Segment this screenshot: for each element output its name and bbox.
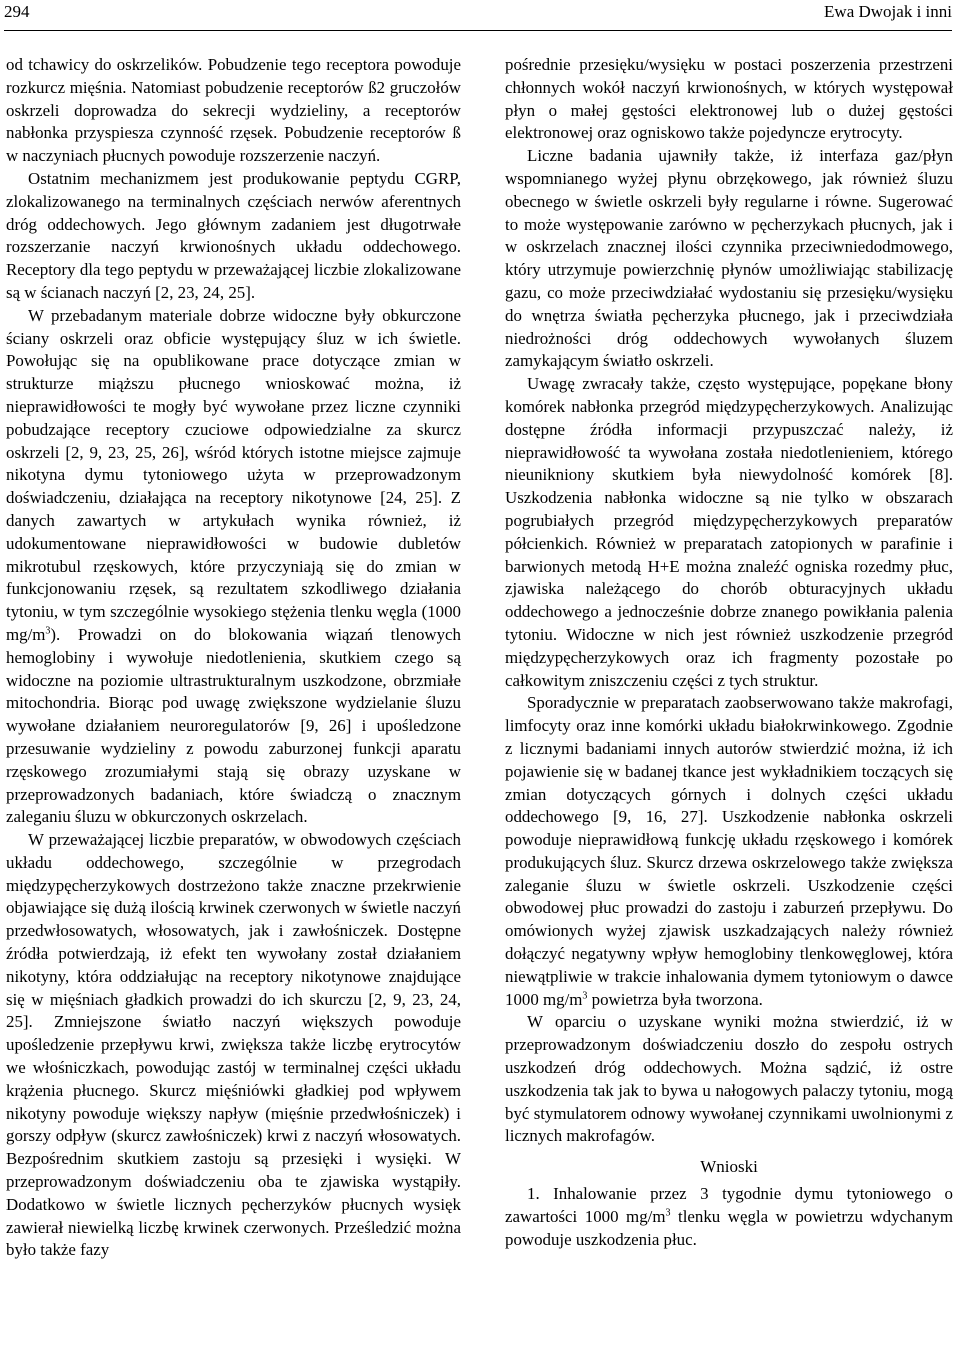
paragraph: od tchawicy do oskrzelików. Pobudzenie tego receptora powoduje rozkurcz mięśnia. Natomiast pobudzenie receptorów ß2 gruczołów oskrzeli doprowadza do sekrecji wydzieliny, a receptorów nabłonka przyspiesza czynność rzęsek. Pobudzenie receptorów ß w naczyniach płucnych powoduje rozszerzenie naczyń.: [6, 55, 461, 166]
paragraph-text: W przebadanym materiale dobrze widoczne były obkurczone ściany oskrzeli oraz obficie występujący śluz w ich świetle. Powołując się na opublikowane prace dotyczące zmian w strukturze miąższu płucnego wnioskować można, iż nieprawidłowości te mogły być wywołane przez liczne czynniki pobudzające receptory czuciowe odpowiedzialne za skurcz oskrzeli [2, 9, 23, 25, 26], wśród których istotne miejsce zajmuje nikotyna dymu tytoniowego użyta w przeprowadzonym doświadczeniu, działająca na receptory nikotynowe [24, 25]. Z danych zawartych w artykułach wynika również, iż udokumentowane nieprawidłowości w budowie dubletów mikrotubul rzęskowych, które przyczyniają się do zmian w funkcjonowaniu rzęsek, są rezultatem szkodliwego działania tytoniu, w tym szczególnie wysokiego stężenia tlenku węgla (1000 mg/m: [6, 305, 461, 644]
paragraph: W oparciu o uzyskane wyniki można stwierdzić, iż w przeprowadzonym doświadczeniu doszło do zespołu ostrych uszkodzeń dróg oddechowych. Można sądzić, iż ostre uszkodzenia tak jak to bywa u nałogowych palaczy tytoniu, mogą być stymulatorem odnowy wywołanej czynnikami uwolnionymi z licznych makrofagów.: [505, 1012, 953, 1146]
paragraph: W przeważającej liczbie preparatów, w obwodowych częściach układu oddechowego, szczególnie w przegrodach międzypęcherzykowych dostrzeżono także znaczne przekrwienie objawiające się dużą ilością krwinek czerwonych w świetle naczyń przedwłosowatych, włosowatych, jak i zawłośniczek. Dostępne źródła potwierdzają, iż efekt ten wywołany został działaniem nikotyny, która oddziałując na receptory nikotynowe znajdujące się w mięśniach gładkich prowadzi do ich skurczu [2, 9, 23, 24, 25]. Zmniejszone światło naczyń większych powoduje upośledzenie przepływu krwi, zwiększa także liczbę erytrocytów we włośniczkach, powodując zastój w terminalnej części układu krążenia płucnego. Skurcz mięśniówki gładkiej pod wpływem nikotyny powoduje większy napływ (mięśnie przedwłośniczek) i gorszy odpływ (skurcz zawłośniczek) krwi z naczyń włosowatych. Bezpośrednim skutkiem zastoju są przesięki i wysięki. W przeprowadzonym doświadczeniu oba te zjawiska wystąpiły. Dodatkowo w świetle licznych pęcherzyków płucnych wysięk zawierał niewielką liczbę krwinek czerwonych. Prześledzić można było także fazy: [6, 830, 461, 1260]
superscript: 3: [665, 1207, 671, 1219]
paragraph: Ostatnim mechanizmem jest produkowanie peptydu CGRP, zlokalizowanego na terminalnych częściach nerwów aferentnych dróg oddechowych. Jego głównym zadaniem jest długotrwałe rozszerzanie naczyń krwionośnych układu oddechowego. Receptory dla tego peptydu w przeważającej liczbie zlokalizowane są w ścianach naczyń [2, 23, 24, 25].: [6, 168, 461, 302]
paragraph: [505, 692, 953, 1011]
paragraph: [6, 305, 461, 829]
paragraph-text: Sporadycznie w preparatach zaobserwowano także makrofagi, limfocyty oraz inne komórki układu białokrwinkowego. Zgodnie z licznymi badaniami innych autorów stwierdzić można, iż ich pojawienie się w badanej tkance jest wykładnikiem toczących się zmian dotyczących górnych i dolnych części układu oddechowego [9, 16, 27]. Uszkodzenie nabłonka oskrzeli powoduje nieprawidłową funkcję układu rzęskowego i komórek produkujących śluz. Skurcz drzewa oskrzelowego także zwiększa zaleganie śluzu w świetle oskrzeli. Uszkodzenie części obwodowej płuc prowadzi do zastoju i zaburzeń przepływu. Do omówionych wyżej zjawisk uszkadzających należy również dołączyć negatywny wpływ hemoglobiny tlenkowęglowej, która niewątpliwie w trakcie inhalowania dymem tytoniowym o dawce 1000 mg/m: [505, 693, 953, 1009]
paragraph-text: 1. Inhalowanie przez 3 tygodnie dymu tytoniowego o zawartości 1000 mg/m: [505, 1184, 953, 1226]
running-head: Ewa Dwojak i inni: [824, 2, 952, 21]
left-column: [6, 54, 461, 1262]
page-header: [4, 0, 952, 31]
superscript: 3: [45, 625, 51, 637]
conclusion-item: [505, 1183, 953, 1251]
paragraph: Liczne badania ujawniły także, iż interfaza gaz/płyn wspomnianego wyżej płynu obrzękowego, jak również śluzu obecnego w świetle oskrzeli były regularne i równe. Sugerować to może występowanie zarówno w pęcherzykach płucnych, jak i w oskrzelach znacznej ilości czynnika przeciwniedodmowego, który utrzymuje powierzchnię płynów umożliwiając stabilizację gazu, co może przeciwdziałać wydostaniu się przesięku/wysięku do wnętrza światła pęcherzyka płucnego, jak i przeciwdziała niedrożności dróg oddechowych wywołanych śluzem zamykającym światło oskrzeli.: [505, 146, 953, 371]
page-number: 294: [4, 2, 30, 21]
paragraph-text: powietrza była tworzona.: [587, 989, 763, 1009]
paragraph-text: ). Prowadzi on do blokowania wiązań tlenowych hemoglobiny i wywołuje niedotlenienia, skutkiem czego są widoczne na poziomie ultrastrukturalnym uszkodzone, obrzmiałe mitochondria. Biorąc pod uwagę zwiększone wydzielanie śluzu wywołane działaniem neuroregulatorów [9, 26] i upośledzone przesuwanie wydzieliny z powodu zaburzonej funkcji aparatu rzęskowego zrozumiałymi stają się obrazy uzyskane w przeprowadzonych badaniach, które świadczą o znacznym zaleganiu śluzu w obkurczonych oskrzelach.: [6, 624, 461, 827]
paragraph: pośrednie przesięku/wysięku w postaci poszerzenia przestrzeni chłonnych wokół naczyń krwionośnych, w których występował płyn o małej gęstości elektronowej lub o dużej gęstości elektronowej oraz ogniskowo także pojedyncze erytrocyty.: [505, 55, 953, 143]
paragraph: Uwagę zwracały także, często występujące, popękane błony komórek nabłonka przegród międzypęcherzykowych. Analizując dostępne źródła informacji przypuszczać należy, iż nieprawidłowość ta wywołana została niedotlenieniem, którego nieunikniony skutkiem była niewydolność komórek [8]. Uszkodzenia nabłonka widoczne są nie tylko w obszarach pogrubiałych przegród międzypęcherzykowych preparatów półcienkich. Również w preparatach zatopionych w parafinie i barwionych metodą H+E można znaleźć ogniska rozedmy płuc, zjawiska należącego do chorób obturacyjnych układu oddechowego a jednocześnie dobrze znanego powikłania palenia tytoniu. Widoczne w nich jest również uszkodzenie przegród międzypęcherzykowych oraz ich fragmenty pozostałe po całkowitym zniszczeniu części z tych struktur.: [505, 374, 953, 690]
section-heading: Wnioski: [700, 1157, 758, 1177]
right-column: [505, 54, 953, 1251]
superscript: 3: [582, 990, 588, 1002]
paragraph-text: tlenku węgla w powietrzu wdychanym powoduje uszkodzenia płuc.: [505, 1206, 953, 1249]
